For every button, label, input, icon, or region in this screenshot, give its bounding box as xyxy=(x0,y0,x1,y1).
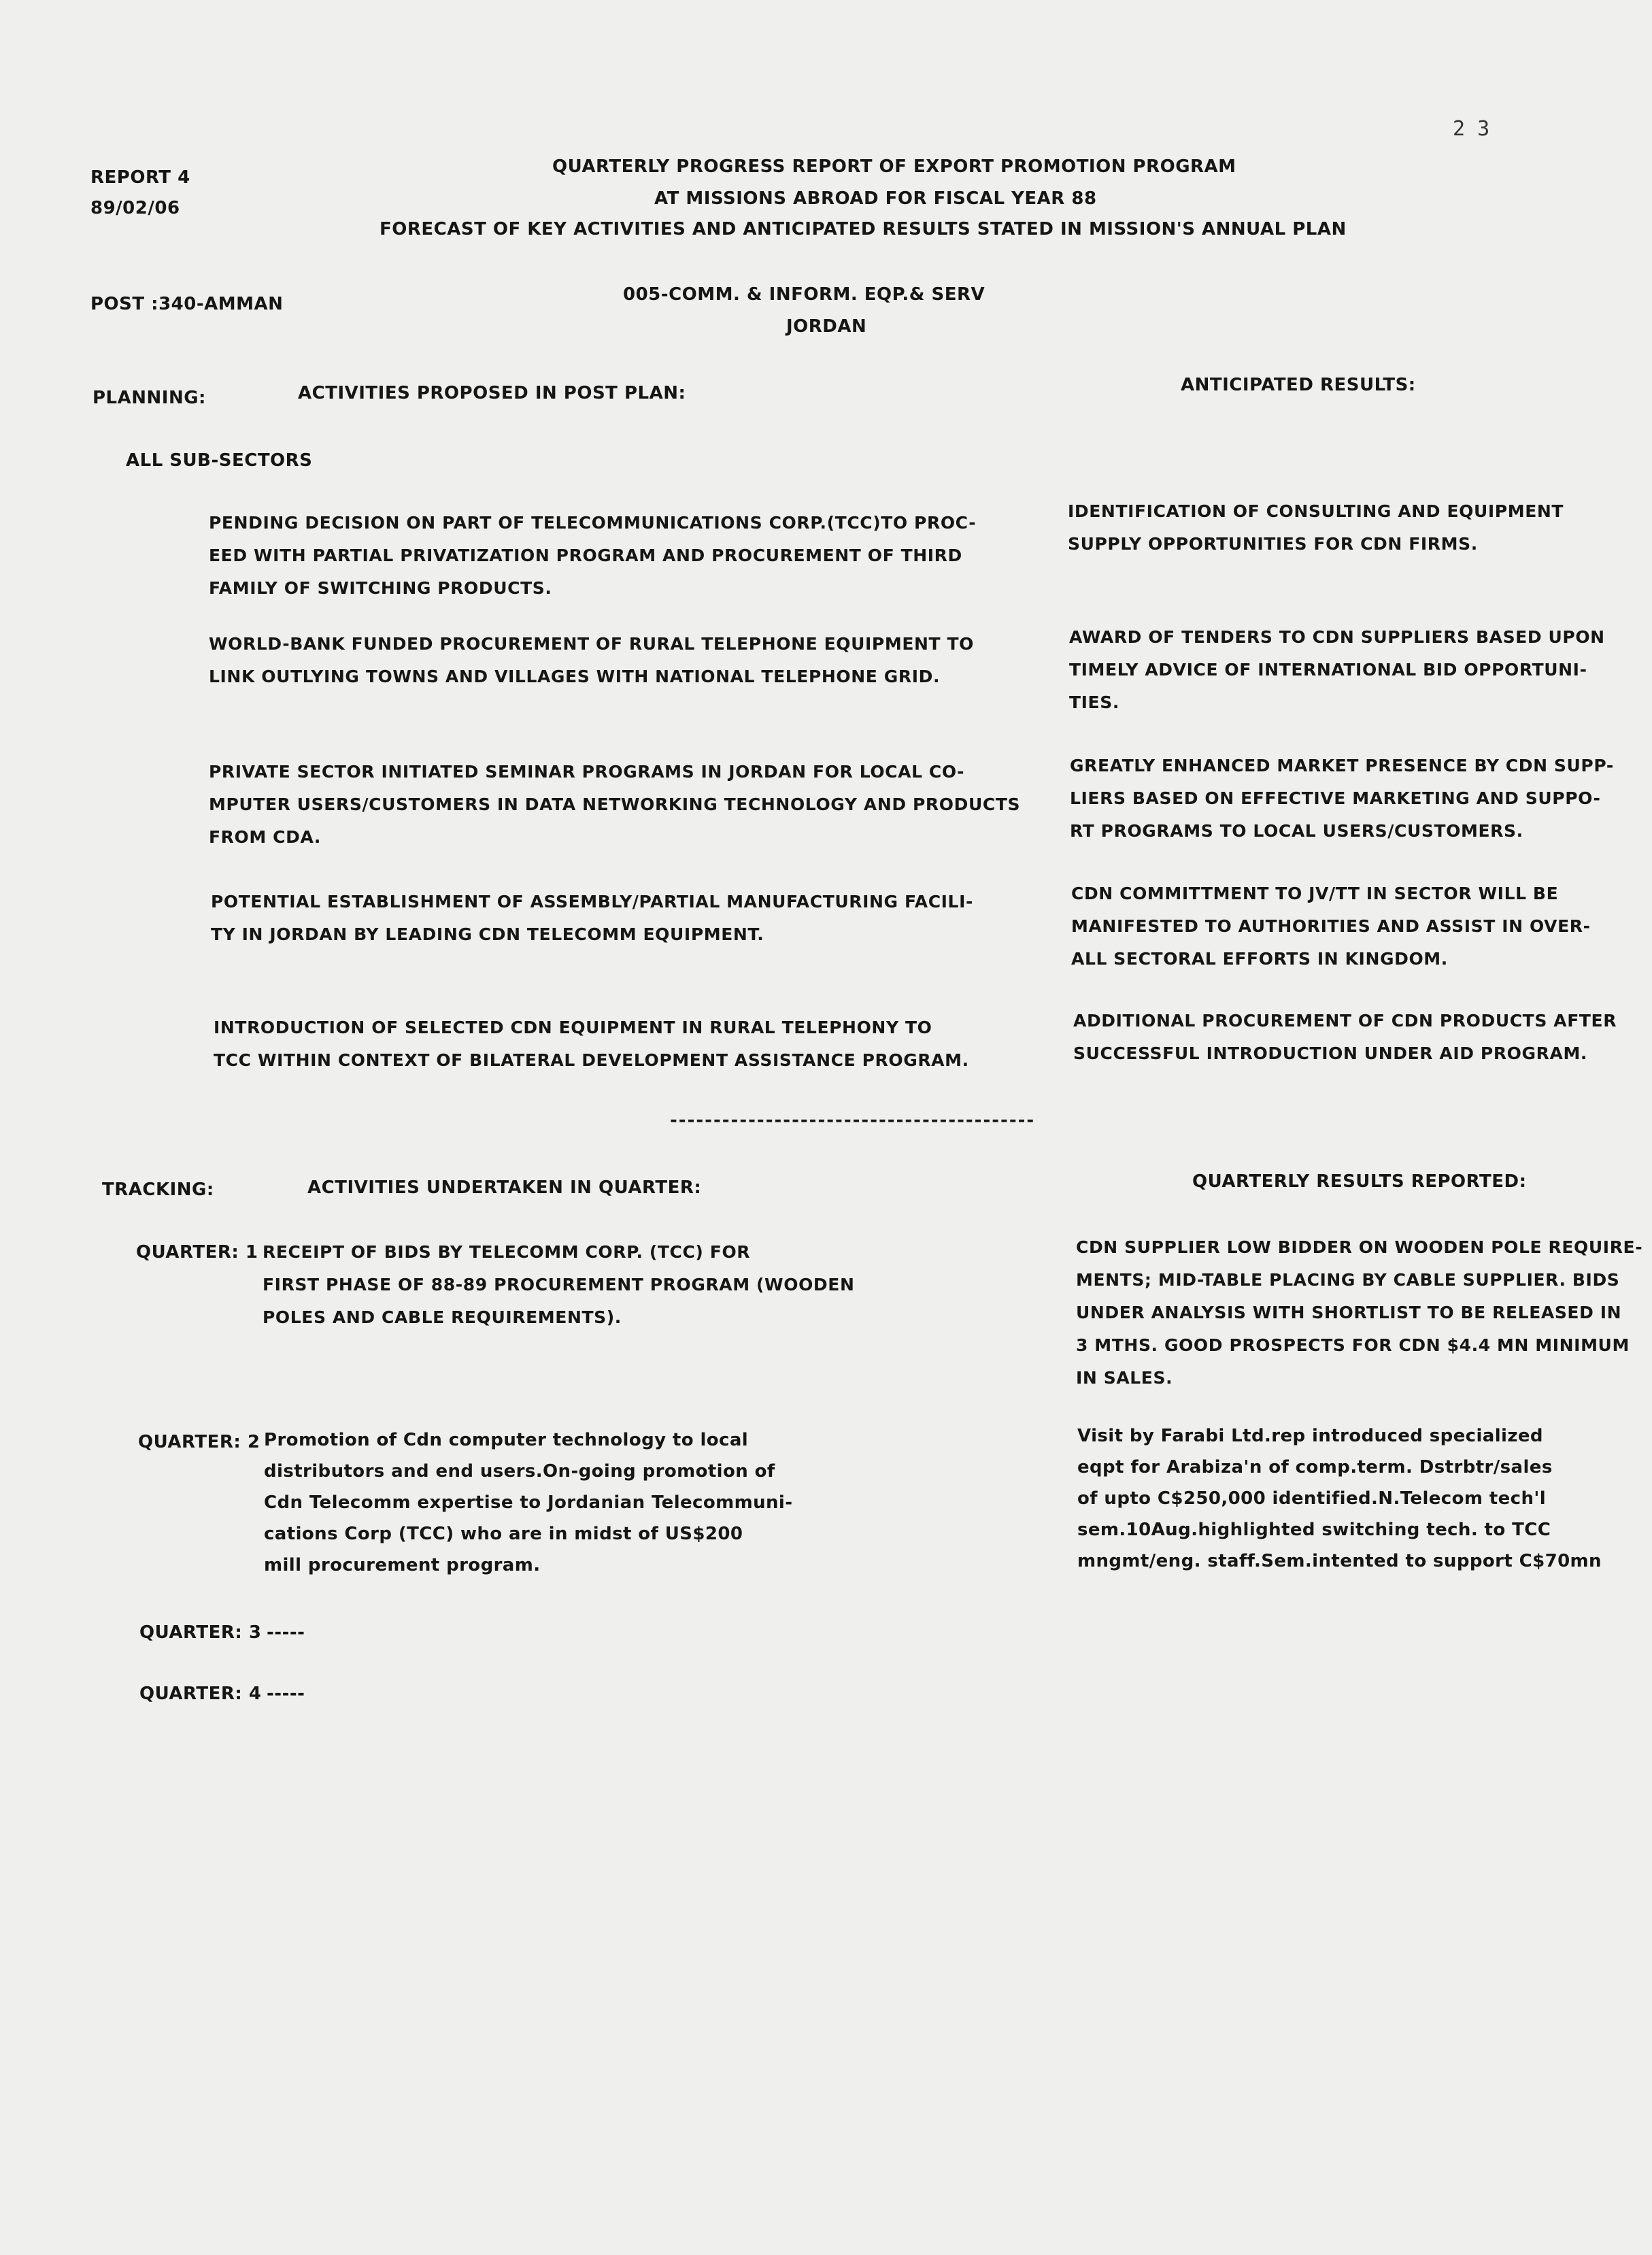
sector-line-1: 005-COMM. & INFORM. EQP.& SERV xyxy=(623,284,985,305)
planning-result-2: AWARD OF TENDERS TO CDN SUPPLIERS BASED UPON TIMELY ADVICE OF INTERNATIONAL BID OPPORTUNI- TIES. xyxy=(1069,627,1605,712)
quarter-2-activity: Promotion of Cdn computer technology to local distributors and end users.On-going promotion of Cdn Telecomm expertise to Jordanian Telecommuni- cations Corp (TCC) who are in midst of US$200 mill procurement program. xyxy=(264,1430,793,1575)
planning-subsector: ALL SUB-SECTORS xyxy=(126,450,313,471)
quarter-1-result: CDN SUPPLIER LOW BIDDER ON WOODEN POLE REQUIRE- MENTS; MID-TABLE PLACING BY CABLE SUPPLIER. BIDS UNDER ANALYSIS WITH SHORTLIST TO BE RELEASED IN 3 MTHS. GOOD PROSPECTS FOR CDN $4.4 MN MINIMUM IN SALES. xyxy=(1076,1237,1643,1388)
planning-activity-5: INTRODUCTION OF SELECTED CDN EQUIPMENT IN RURAL TELEPHONY TO TCC WITHIN CONTEXT OF BILATERAL DEVELOPMENT ASSISTANCE PROGRAM. xyxy=(214,1018,969,1070)
quarter-1-label: QUARTER: 1 xyxy=(136,1242,258,1263)
report-label: REPORT 4 xyxy=(90,167,190,188)
quarter-3-activity: ----- xyxy=(267,1622,305,1643)
planning-activities-header: ACTIVITIES PROPOSED IN POST PLAN: xyxy=(298,383,686,403)
planning-activity-3: PRIVATE SECTOR INITIATED SEMINAR PROGRAMS IN JORDAN FOR LOCAL CO- MPUTER USERS/CUSTOMERS IN DATA NETWORKING TECHNOLOGY AND PRODUCTS FROM CDA. xyxy=(209,762,1021,847)
quarter-1-activity: RECEIPT OF BIDS BY TELECOMM CORP. (TCC) FOR FIRST PHASE OF 88-89 PROCUREMENT PROGRAM (WOODEN POLES AND CABLE REQUIREMENTS). xyxy=(263,1242,855,1327)
planning-result-1: IDENTIFICATION OF CONSULTING AND EQUIPMENT SUPPLY OPPORTUNITIES FOR CDN FIRMS. xyxy=(1068,501,1564,554)
quarter-4-label: QUARTER: 4 xyxy=(139,1684,262,1704)
page-number: 2 3 xyxy=(1453,117,1490,141)
planning-activity-2: WORLD-BANK FUNDED PROCUREMENT OF RURAL TELEPHONE EQUIPMENT TO LINK OUTLYING TOWNS AND VILLAGES WITH NATIONAL TELEPHONE GRID. xyxy=(209,634,974,686)
quarter-2-label: QUARTER: 2 xyxy=(138,1432,260,1452)
report-date: 89/02/06 xyxy=(90,198,180,218)
tracking-label: TRACKING: xyxy=(102,1180,214,1200)
tracking-results-header: QUARTERLY RESULTS REPORTED: xyxy=(1192,1171,1527,1192)
post-label: POST :340-AMMAN xyxy=(90,294,284,314)
planning-activity-1: PENDING DECISION ON PART OF TELECOMMUNICATIONS CORP.(TCC)TO PROC- EED WITH PARTIAL PRIVATIZATION PROGRAM AND PROCUREMENT OF THIRD FAMILY OF SWITCHING PRODUCTS. xyxy=(209,513,977,598)
planning-result-5: ADDITIONAL PROCUREMENT OF CDN PRODUCTS AFTER SUCCESSFUL INTRODUCTION UNDER AID PROGRAM. xyxy=(1073,1011,1617,1063)
sector-line-2: JORDAN xyxy=(786,316,867,337)
tracking-activities-header: ACTIVITIES UNDERTAKEN IN QUARTER: xyxy=(307,1177,702,1198)
planning-label: PLANNING: xyxy=(92,388,206,408)
quarter-3-label: QUARTER: 3 xyxy=(139,1622,262,1643)
planning-results-header: ANTICIPATED RESULTS: xyxy=(1181,375,1416,395)
title-line-2: AT MISSIONS ABROAD FOR FISCAL YEAR 88 xyxy=(654,188,1097,209)
planning-result-3: GREATLY ENHANCED MARKET PRESENCE BY CDN SUPP- LIERS BASED ON EFFECTIVE MARKETING AND SUPPO- RT PROGRAMS TO LOCAL USERS/CUSTOMERS. xyxy=(1070,756,1614,841)
section-separator: ------------------------------------------ xyxy=(670,1110,1036,1131)
planning-activity-4: POTENTIAL ESTABLISHMENT OF ASSEMBLY/PARTIAL MANUFACTURING FACILI- TY IN JORDAN BY LEADING CDN TELECOMM EQUIPMENT. xyxy=(211,892,973,944)
quarter-4-activity: ----- xyxy=(267,1684,305,1704)
planning-result-4: CDN COMMITTMENT TO JV/TT IN SECTOR WILL BE MANIFESTED TO AUTHORITIES AND ASSIST IN OVER- ALL SECTORAL EFFORTS IN KINGDOM. xyxy=(1071,884,1591,969)
quarter-2-result: Visit by Farabi Ltd.rep introduced specialized eqpt for Arabiza'n of comp.term. Dstrbtr/sales of upto C$250,000 identified.N.Telecom tech'l sem.10Aug.highlighted switching tech. to TCC mngmt/eng. staff.Sem.intented to support C$70mn xyxy=(1077,1426,1602,1571)
title-line-3: FORECAST OF KEY ACTIVITIES AND ANTICIPATED RESULTS STATED IN MISSION'S ANNUAL PLAN xyxy=(380,219,1347,239)
title-line-1: QUARTERLY PROGRESS REPORT OF EXPORT PROMOTION PROGRAM xyxy=(552,156,1236,177)
